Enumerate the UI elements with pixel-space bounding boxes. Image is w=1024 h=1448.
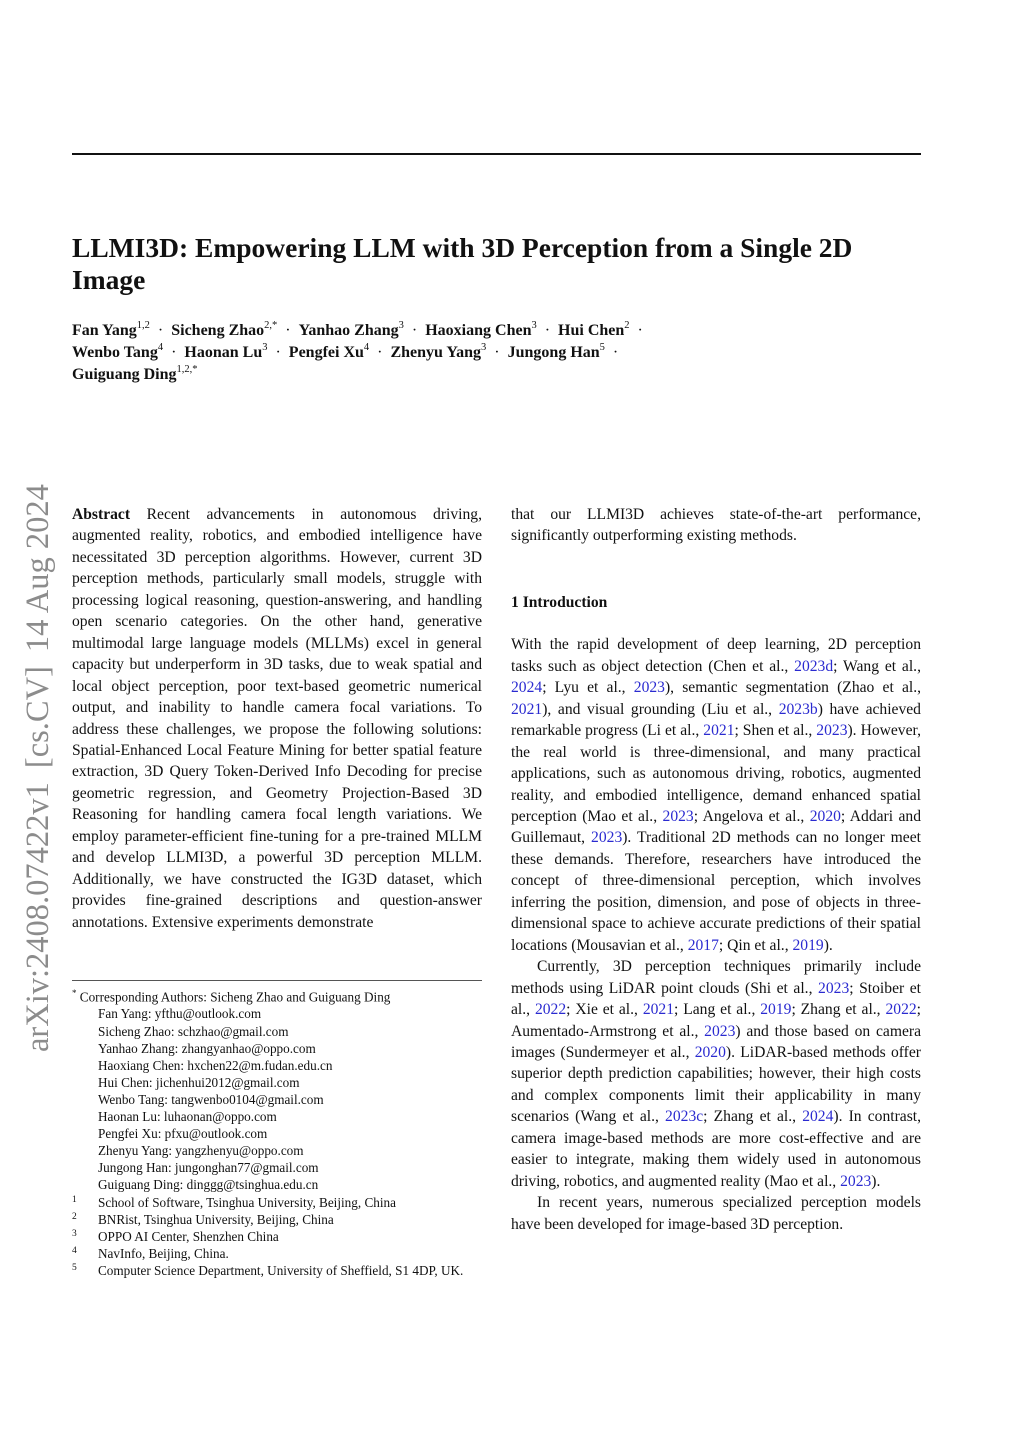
paper-title: LLMI3D: Empowering LLM with 3D Perception from a Single 2D Image: [72, 232, 853, 295]
author-line-1: [72, 320, 921, 342]
author-affiliation-mark: 3: [531, 319, 537, 331]
author-email: Haonan Lu: luhaonan@oppo.com: [98, 1109, 277, 1125]
author-email: Guiguang Ding: dinggg@tsinghua.edu.cn: [98, 1177, 319, 1193]
author-affiliation-mark: 4: [157, 341, 164, 353]
affiliation-text: NavInfo, Beijing, China.: [98, 1245, 229, 1261]
corresponding-footnote: * Corresponding Authors: Sicheng Zhao and Guiguang Ding: [72, 988, 391, 1005]
author-affiliation-mark: 3: [262, 341, 268, 353]
citation-link[interactable]: 2023b: [778, 700, 818, 718]
author-separator: ·: [277, 322, 299, 339]
section-heading-introduction: 1 Introduction: [511, 593, 608, 611]
citation-link[interactable]: 2019: [792, 936, 824, 954]
citation-link[interactable]: 2024: [511, 679, 543, 697]
author-line-3: [72, 364, 921, 386]
affiliation-mark: 1: [72, 1194, 77, 1205]
author-affiliation-mark: 3: [481, 341, 487, 353]
author-name: Zhenyu Yang: [390, 344, 482, 361]
citation-link[interactable]: 2021: [642, 1001, 675, 1019]
author-separator: ·: [267, 344, 289, 361]
author-affiliation-mark: 2,*: [264, 319, 278, 331]
citation-link[interactable]: 2023: [662, 807, 694, 825]
author-separator: ·: [403, 322, 426, 339]
affiliation-mark: 3: [72, 1228, 77, 1239]
citation-link[interactable]: 2023: [591, 829, 623, 847]
author-affiliation-mark: 4: [363, 341, 370, 353]
affiliation: [72, 1211, 482, 1228]
affiliation-text: Computer Science Department, University of Sheffield, S1 4DP, UK.: [98, 1262, 464, 1278]
author-email: Wenbo Tang: tangwenbo0104@gmail.com: [98, 1091, 324, 1107]
citation-link[interactable]: 2021: [511, 700, 543, 718]
affiliation: [72, 1245, 482, 1262]
author-separator: ·: [604, 344, 627, 361]
arxiv-watermark: [18, 442, 58, 1052]
author-separator: ·: [163, 344, 185, 361]
abstract-label: Abstract: [72, 506, 131, 523]
affiliation-text: OPPO AI Center, Shenzhen China: [98, 1228, 279, 1244]
citation-link[interactable]: 2019: [760, 1001, 792, 1019]
arxiv-category: [cs.CV]: [20, 666, 56, 769]
author-separator: ·: [629, 322, 651, 339]
author-affiliation-mark: 2: [624, 319, 630, 331]
top-rule: [72, 153, 921, 155]
author-affiliation-mark: 1,2: [136, 319, 150, 331]
author-separator: ·: [486, 344, 508, 361]
affiliation-mark: 2: [72, 1211, 77, 1222]
affiliation-text: BNRist, Tsinghua University, Beijing, China: [98, 1211, 334, 1227]
affiliation-mark: 5: [72, 1262, 77, 1273]
author-email: Yanhao Zhang: zhangyanhao@oppo.com: [98, 1040, 316, 1056]
arxiv-date: 14 Aug 2024: [20, 484, 56, 653]
affiliation-list: [72, 1194, 482, 1279]
intro-paragraph-1: With the rapid development of deep learning, 2D perception tasks such as object detection (Chen et al., 2023d; Wang et al., 2024; Lyu et al., 2023), semantic segmentation (Zhao et al., 2021), and visual grounding (Liu et al., 2023b) have achieved remarkable progress (Li et al., 2021; Shen et al., 2023). However, the real world is three-dimensional, and many practical applications, such as autonomous driving, robotics, augmented reality, and embodied intelligence, demand enhanced spatial perception (Mao et al., 2023; Angelova et al., 2020; Addari and Guillemaut, 2023). Traditional 2D methods can no longer meet these demands. Therefore, researchers have introduced the concept of three-dimensional perception, which involves inferring the position, dimension, and pose of objects in three-dimensional space to achieve accurate predictions of their spatial locations (Mousavian et al., 2017; Qin et al., 2019).: [511, 636, 922, 954]
citation-link[interactable]: 2020: [809, 807, 841, 825]
citation-link[interactable]: 2022: [885, 1001, 917, 1019]
citation-link[interactable]: 2023: [840, 1172, 872, 1190]
author-separator: ·: [536, 322, 559, 339]
affiliation: [72, 1194, 482, 1211]
affiliation: [72, 1262, 482, 1279]
abstract-text: Recent advancements in autonomous driving, augmented reality, robotics, and embodied intelligence have necessitated 3D perception algorithms. However, current 3D perception methods, particularly small models, struggle with processing logical reasoning, question-answering, and handling open scenario categories. On the other hand, generative multimodal large language models (MLLMs) excel in general capacity but underperform in 3D tasks, due to weak spatial and local object perception, poor text-based geometric numerical output, and inability to handle camera focal variations. To address these challenges, we propose the following solutions: Spatial-Enhanced Local Feature Mining for better spatial feature extraction, 3D Query Token-Derived Info Decoding for precise geometric regression, and Geometry Projection-Based 3D Reasoning for handling camera focal length variations. We employ parameter-efficient fine-tuning for a pre-trained MLLM and develop LLMI3D, a powerful 3D perception MLLM. Additionally, we have constructed the IG3D dataset, which provides fine-grained descriptions and question-answer annotations. Extensive experiments demonstrate: [72, 506, 482, 931]
citation-link[interactable]: 2021: [703, 722, 735, 740]
intro-paragraph-3: In recent years, numerous specialized perception models have been developed for image-based 3D perception.: [511, 1194, 921, 1233]
citation-link[interactable]: 2023: [816, 722, 848, 740]
right-column: [511, 504, 921, 1235]
author-email: Pengfei Xu: pfxu@outlook.com: [98, 1126, 268, 1142]
author-email: Haoxiang Chen: hxchen22@m.fudan.edu.cn: [98, 1057, 333, 1073]
intro-paragraph-2: Currently, 3D perception techniques primarily include methods using LiDAR point clouds (Shi et al., 2023; Stoiber et al., 2022; Xie et al., 2021; Lang et al., 2019; Zhang et al., 2022; Aumentado-Armstrong et al., 2023) and those based on camera images (Sundermeyer et al., 2020). LiDAR-based methods offer superior depth prediction capabilities; however, their high costs and complex components limit their applicability in many scenarios (Wang et al., 2023c; Zhang et al., 2024). In contrast, camera image-based methods are more cost-effective and are easier to integrate, making them widely used in autonomous driving, robotics, and augmented reality (Mao et al., 2023).: [511, 958, 922, 1190]
author-name: Yanhao Zhang: [298, 322, 399, 339]
author-affiliation-mark: 3: [398, 319, 404, 331]
author-email: Hui Chen: jichenhui2012@gmail.com: [98, 1074, 300, 1090]
author-email: Zhenyu Yang: yangzhenyu@oppo.com: [98, 1143, 304, 1159]
author-affiliation-mark: 1,2,*: [176, 363, 198, 375]
author-name: Fan Yang: [72, 322, 137, 339]
citation-link[interactable]: 2022: [534, 1001, 567, 1019]
abstract: [72, 504, 482, 933]
author-affiliation-mark: 5: [599, 341, 605, 353]
author-name: Wenbo Tang: [72, 344, 158, 361]
citation-link[interactable]: 2020: [694, 1043, 726, 1061]
author-name: Jungong Han: [507, 344, 600, 361]
citation-link[interactable]: 2023c: [665, 1108, 704, 1126]
author-separator: ·: [369, 344, 391, 361]
citation-link[interactable]: 2024: [802, 1108, 834, 1126]
arxiv-id: arXiv:2408.07422v1: [20, 782, 56, 1052]
citation-link[interactable]: 2017: [687, 936, 719, 954]
affiliation-mark: 4: [72, 1245, 77, 1256]
author-name: Pengfei Xu: [288, 344, 364, 361]
author-name: Haonan Lu: [184, 344, 263, 361]
citation-link[interactable]: 2023: [633, 679, 665, 697]
footnote-rule: [72, 980, 482, 981]
left-column: [72, 504, 482, 933]
author-list: [72, 320, 921, 386]
author-name: Guiguang Ding: [72, 366, 177, 383]
author-line-2: [72, 342, 921, 364]
affiliation-text: School of Software, Tsinghua University, Beijing, China: [98, 1194, 396, 1210]
email-list: [72, 1005, 482, 1193]
author-separator: ·: [149, 322, 172, 339]
author-name: Hui Chen: [558, 322, 625, 339]
author-email: Fan Yang: yfthu@outlook.com: [98, 1006, 262, 1022]
author-email: Sicheng Zhao: schzhao@gmail.com: [98, 1023, 289, 1039]
footnotes: [72, 985, 482, 1279]
citation-link[interactable]: 2023: [704, 1022, 736, 1040]
author-name: Haoxiang Chen: [425, 322, 532, 339]
author-email: Jungong Han: jungonghan77@gmail.com: [98, 1160, 319, 1176]
citation-link[interactable]: 2023d: [794, 657, 834, 675]
affiliation: [72, 1228, 482, 1245]
citation-link[interactable]: 2023: [818, 979, 850, 997]
abstract-continuation: that our LLMI3D achieves state-of-the-art performance, significantly outperforming existing methods.: [511, 506, 921, 545]
author-name: Sicheng Zhao: [171, 322, 265, 339]
